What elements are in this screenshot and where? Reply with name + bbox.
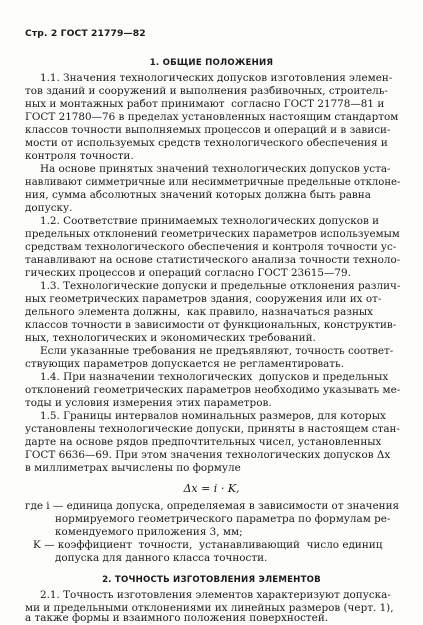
text-line: ния, сумма абсолютных значений которых должна быть равна [25, 189, 371, 201]
text-line: а также формы и взаимного положения поверхностей. [25, 612, 329, 624]
text-line: тоды и условия измерения этих параметров. [25, 397, 272, 409]
text-line: Если указанные требования не предъявляют, точность соответ- [40, 345, 394, 357]
text-line: установлены технологические допуски, приняты в настоящем стан- [25, 423, 400, 435]
text-line: ных геометрических параметров здания, сооружения или их от- [25, 293, 382, 305]
text-line: в миллиметрах вычислены по формуле [25, 462, 241, 474]
text-line: контроля точности. [25, 150, 134, 162]
definition-line: K — коэффициент точности, устанавливающий число единиц [33, 539, 383, 551]
text-line: классов точности в зависимости от функциональных, конструктив- [25, 319, 397, 331]
text-line: ГОСТ 21780—76 в пределах установленных настоящим стандартом [25, 111, 399, 123]
text-line: ных и монтажных работ принимают согласно ГОСТ 21778—81 и [25, 98, 385, 110]
text-line: 1.5. Границы интервалов номинальных размеров, для которых [40, 410, 386, 422]
text-line: дельного элемента должны, как правило, назначаться разных [25, 306, 373, 318]
definition-line: допуска для данного класса точности. [55, 552, 268, 564]
text-line: дарте на основе рядов предпочтительных чисел, установленных [25, 436, 382, 448]
text-line: ми и предельными отклонениями их линейных размеров (черт. 1), [25, 602, 394, 614]
text-line: 1.1. Значения технологических допусков изготовления элемен- [40, 72, 393, 84]
running-head: Стр. 2 ГОСТ 21779—82 [25, 28, 146, 39]
text-line: 1.4. При назначении технологических допусков и предельных [40, 371, 389, 383]
text-line: 1.3. Технологические допуски и предельные отклонения различ- [40, 280, 401, 292]
text-line: предельных отклонений геометрических параметров используемым [25, 228, 400, 240]
text-line: мости от используемых средств технологического обеспечения и [25, 137, 388, 149]
text-line: 2.1. Точность изготовления элементов характеризуют допуска- [40, 589, 391, 601]
text-line: танавливают на основе статистического анализа точности техноло- [25, 254, 401, 266]
section-heading-general: 1. ОБЩИЕ ПОЛОЖЕНИЯ [149, 58, 274, 68]
text-line: допуску. [25, 202, 73, 214]
text-line: ствующих параметров допускается не регламентировать. [25, 358, 345, 370]
section-heading-fabrication: 2. ТОЧНОСТЬ ИЗГОТОВЛЕНИЯ ЭЛЕМЕНТОВ [102, 575, 321, 585]
text-line: средствам технологического обеспечения и контроля точности ус- [25, 241, 397, 253]
text-line: ных, технологических и экономических требований. [25, 332, 316, 344]
definition-line: где i — единица допуска, определяемая в зависимости от значения [25, 500, 400, 512]
text-line: ГОСТ 6636—69. При этом значения технологических допусков Δx [25, 449, 391, 461]
text-line: 1.2. Соответствие принимаемых технологических допусков и [40, 215, 380, 227]
text-line: гических процессов и операций согласно ГОСТ 23615—79. [25, 267, 351, 279]
tolerance-formula: Δx = i · K, [183, 482, 240, 495]
definition-line: комендуемого приложения 3, мм; [55, 526, 243, 538]
text-line: тов зданий и сооружений и выполнения разбивочных, строитель- [25, 85, 388, 97]
text-line: классов точности выполняемых процессов и операций и в зависи- [25, 124, 391, 136]
definition-line: нормируемого геометрического параметра по формулам ре- [55, 513, 391, 525]
text-line: На основе принятых значений технологических допусков уста- [40, 163, 391, 175]
text-line: отклонений геометрических параметров необходимо указывать ме- [25, 384, 401, 396]
text-line: навливают симметричные или несимметричные предельные отклоне- [25, 176, 401, 188]
